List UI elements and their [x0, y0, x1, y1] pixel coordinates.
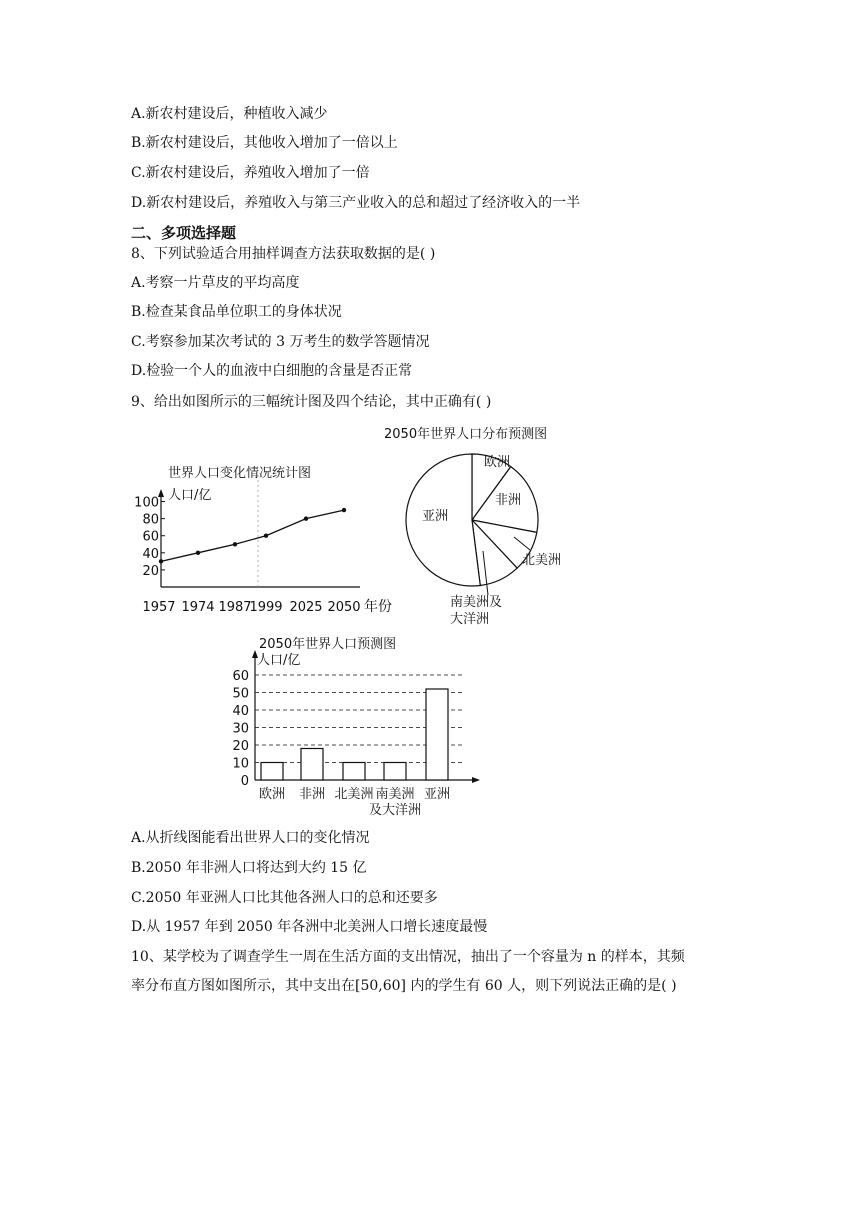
bar-chart-y-tick-label: 30 — [232, 721, 249, 737]
q9-option-c: C.2050 年亚洲人口比其他各洲人口的总和还要多 — [131, 890, 438, 906]
bar-4 — [384, 763, 406, 781]
line-chart-x-tick-label: 1957 — [142, 600, 176, 615]
population-line-chart — [134, 455, 400, 620]
q9-option-a: A.从折线图能看出世界人口的变化情况 — [131, 830, 370, 846]
line-chart-point — [233, 542, 237, 546]
line-chart-x-tick-label: 1987 — [218, 600, 252, 615]
section-heading: 二、多项选择题 — [131, 224, 237, 242]
bar-chart-category-label: 南美洲 — [375, 787, 415, 802]
bar-chart-category-label: 非洲 — [298, 787, 326, 802]
bar-5 — [426, 689, 448, 780]
bar-chart-y-tick-label: 50 — [232, 686, 249, 702]
bar-chart-title: 2050年世界人口预测图 — [259, 637, 397, 652]
population-pie-chart — [380, 420, 590, 630]
q8-option-b: B.检查某食品单位职工的身体状况 — [131, 304, 342, 320]
line-chart-title: 世界人口变化情况统计图 — [168, 466, 312, 481]
bar-chart-y-tick-label: 20 — [232, 739, 249, 754]
bar-chart-y-tick-label: 10 — [232, 756, 249, 772]
line-chart-point — [196, 551, 200, 555]
q9-option-d: D.从 1957 年到 2050 年各洲中北美洲人口增长速度最慢 — [131, 919, 488, 935]
line-chart-x-tick-label: 1974 — [181, 600, 215, 615]
q8-option-d: D.检验一个人的血液中白细胞的含量是否正常 — [131, 363, 413, 379]
pie-chart-title: 2050年世界人口分布预测图 — [384, 427, 548, 442]
pie-slice-label: 欧洲 — [484, 455, 511, 470]
line-chart-point — [304, 516, 308, 520]
pie-slice-label: 亚洲 — [422, 509, 449, 524]
q7-option-d: D.新农村建设后，养殖收入与第三产业收入的总和超过了经济收入的一半 — [131, 195, 581, 211]
bar-chart-category-label: 欧洲 — [258, 787, 286, 802]
q9-option-b: B.2050 年非洲人口将达到大约 15 亿 — [131, 860, 367, 876]
line-chart-y-tick-label: 80 — [142, 512, 159, 528]
pie-slice-label: 北美洲 — [522, 553, 562, 568]
pie-slice-label: 南美洲及大洋洲 — [450, 595, 503, 627]
bar-1 — [261, 763, 283, 781]
q8-option-c: C.考察参加某次考试的 3 万考生的数学答题情况 — [131, 334, 430, 350]
bar-3 — [343, 763, 365, 781]
line-chart-y-tick-label: 40 — [142, 546, 159, 562]
population-bar-chart — [225, 630, 490, 825]
q8-stem: 8、下列试验适合用抽样调查方法获取数据的是( ) — [131, 246, 436, 262]
bar-chart-category-label: 亚洲 — [423, 787, 451, 802]
line-chart-point — [159, 559, 163, 563]
q9-stem: 9、给出如图所示的三幅统计图及四个结论，其中正确有( ) — [131, 394, 492, 410]
line-chart-y-tick-label: 20 — [142, 563, 159, 579]
q7-option-c: C.新农村建设后，养殖收入增加了一倍 — [131, 165, 370, 181]
line-chart-point — [342, 508, 346, 512]
line-chart-point — [264, 534, 268, 538]
bar-chart-category-label: 北美洲 — [334, 787, 374, 802]
line-chart-series — [161, 510, 344, 561]
q8-option-a: A.考察一片草皮的平均高度 — [131, 275, 300, 291]
q7-option-a: A.新农村建设后，种植收入减少 — [131, 106, 328, 122]
q7-option-b: B.新农村建设后，其他收入增加了一倍以上 — [131, 135, 398, 151]
line-chart-ylabel: 人口/亿 — [168, 488, 212, 503]
line-chart-xlabel: 年份 — [364, 599, 392, 615]
bar-chart-category-label: 及大洋洲 — [368, 803, 422, 818]
q10-stem-line1: 10、某学校为了调查学生一周在生活方面的支出情况，抽出了一个容量为 n 的样本，其频 — [131, 949, 685, 965]
bar-chart-y-tick-label: 60 — [232, 669, 249, 684]
bar-chart-x-arrow — [472, 777, 480, 783]
bar-2 — [301, 749, 323, 781]
line-chart-x-tick-label: 1999 — [249, 600, 283, 615]
line-chart-y-tick-label: 60 — [142, 529, 159, 545]
line-chart-x-tick-label: 2025 — [289, 600, 323, 615]
bar-chart-y-tick-label: 0 — [240, 774, 249, 789]
q10-stem-line2: 率分布直方图如图所示，其中支出在[50,60] 内的学生有 60 人，则下列说法正确的是( ) — [131, 978, 677, 994]
line-chart-y-tick-label: 100 — [134, 495, 159, 511]
bar-chart-ylabel: 人口/亿 — [257, 653, 301, 668]
bar-chart-y-tick-label: 40 — [232, 704, 249, 719]
line-chart-x-tick-label: 2050 — [327, 600, 361, 615]
pie-slice-label: 非洲 — [495, 493, 522, 508]
